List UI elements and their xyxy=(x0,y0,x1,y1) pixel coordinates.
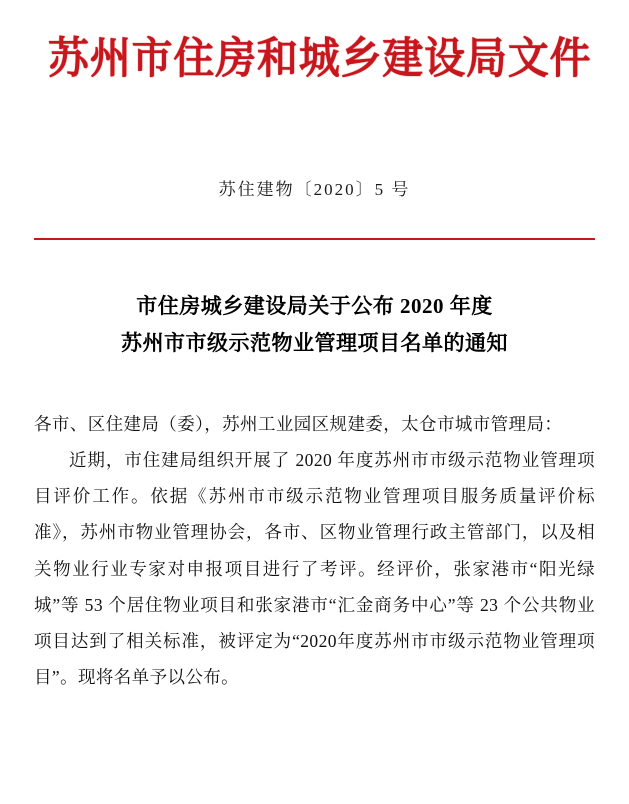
document-number: 苏住建物〔2020〕5 号 xyxy=(218,180,411,200)
document-body xyxy=(34,406,595,696)
red-divider-rule xyxy=(34,238,595,240)
body-paragraph-1: 近期，市住建局组织开展了 2020 年度苏州市市级示范物业管理项目评价工作。依据《苏州市市级示范物业管理项目服务质量评价标准》，苏州市物业管理协会，各市、区物业管理行政主管部门，以及相关物业行业专家对申报项目进行了考评。经评价，张家港市“阳光绿城”等 53 个居住物业项目和张家港市“汇金商务中心”等 23 个公共物业项目达到了相关标准，被评定为“2020年度苏州市市级示范物业管理项目”。现将名单予以公布。 xyxy=(34,450,595,688)
document-title-line-1: 市住房城乡建设局关于公布 2020 年度 xyxy=(136,294,493,319)
recipients-line: 各市、区住建局（委），苏州工业园区规建委，太仓市城市管理局： xyxy=(34,413,563,434)
document-masthead: 苏州市住房和城乡建设局文件 xyxy=(48,34,592,84)
document-title xyxy=(34,288,595,362)
document-title-line-2: 苏州市市级示范物业管理项目名单的通知 xyxy=(121,331,508,356)
document-page xyxy=(0,36,629,804)
